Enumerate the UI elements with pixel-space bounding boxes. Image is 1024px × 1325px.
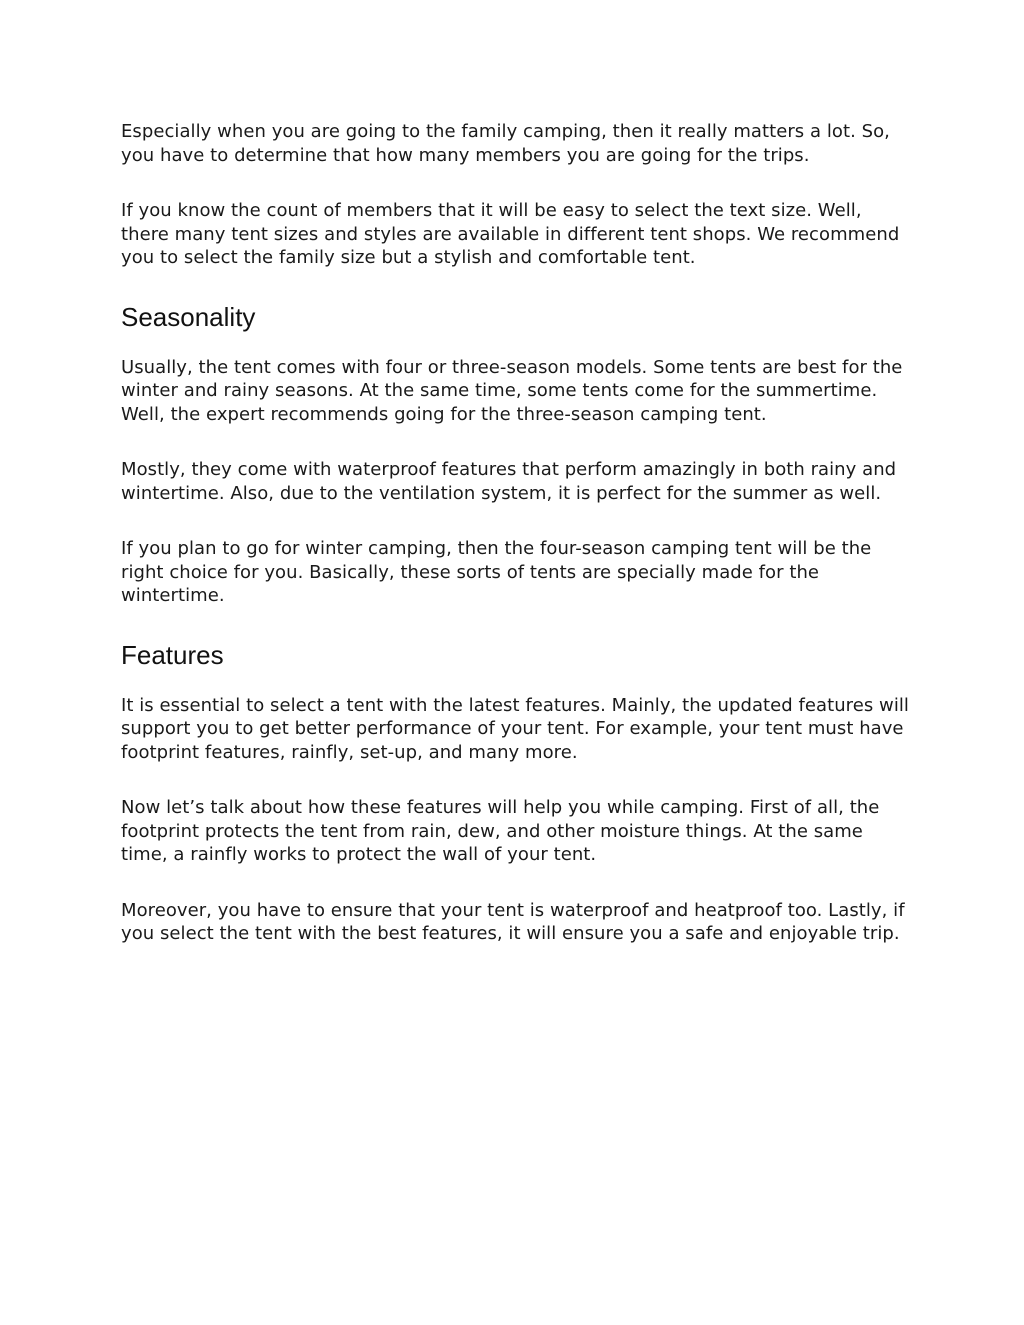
section-seasonality (121, 302, 911, 608)
body-paragraph: Moreover, you have to ensure that your tent is waterproof and heatproof too. Lastly, if you select the tent with the best features, it will ensure you a safe and enjoyable trip. (121, 899, 905, 944)
body-paragraph: Especially when you are going to the family camping, then it really matters a lot. So, you have to determine that how many members you are going for the trips. (121, 121, 890, 166)
body-paragraph: It is essential to select a tent with the latest features. Mainly, the updated features will support you to get better performance of your tent. For example, your tent must have footprint features, rainfly, set-up, and many more. (121, 694, 909, 763)
body-paragraph: Usually, the tent comes with four or three-season models. Some tents are best for the winter and rainy seasons. At the same time, some tents come for the summertime. Well, the expert recommends going for the three-season camping tent. (121, 356, 903, 425)
section-heading: Seasonality (121, 301, 256, 332)
body-paragraph: If you know the count of members that it will be easy to select the text size. Well, there many tent sizes and styles are available in different tent shops. We recommend you to select the family size but a stylish and comfortable tent. (121, 200, 900, 268)
body-paragraph: Mostly, they come with waterproof features that perform amazingly in both rainy and wintertime. Also, due to the ventilation system, it is perfect for the summer as well. (121, 459, 897, 504)
body-paragraph: Now let’s talk about how these features will help you while camping. First of all, the footprint protects the tent from rain, dew, and other moisture things. At the same time, a rainfly works to protect the wall of your tent. (121, 797, 880, 865)
section-features (121, 640, 911, 946)
document-page (121, 120, 911, 978)
intro-section (121, 120, 911, 270)
body-paragraph: If you plan to go for winter camping, then the four-season camping tent will be the right choice for you. Basically, these sorts of tents are specially made for the wintertime. (121, 538, 872, 606)
section-heading: Features (121, 639, 224, 670)
